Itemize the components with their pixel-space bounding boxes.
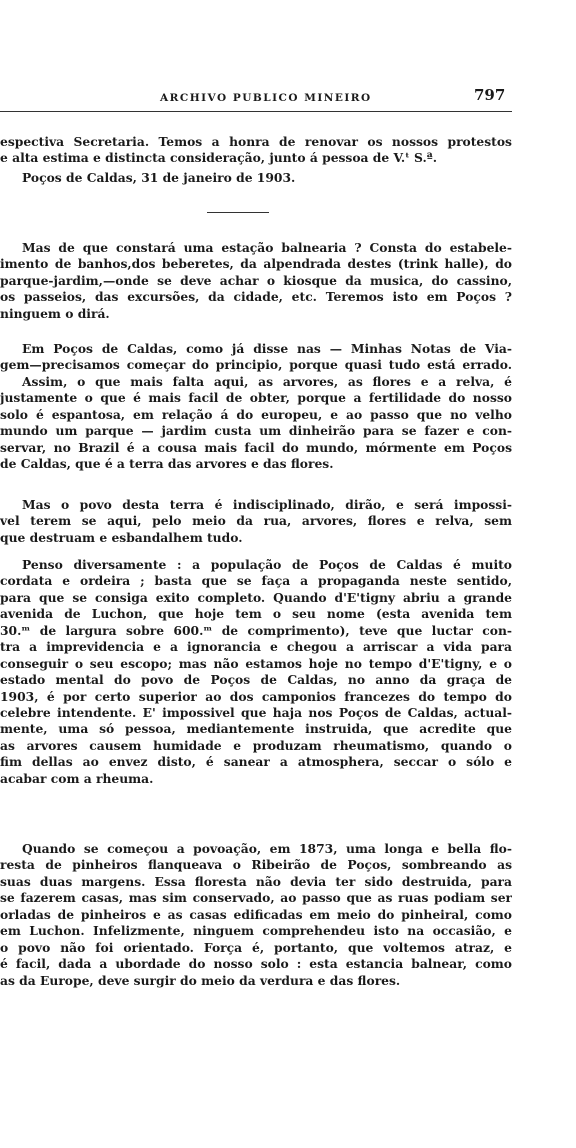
text-line: se fazerem casas, mas sim conservado, ao passo que as ruas podiam ser: [0, 890, 512, 906]
text-line: ninguem o dirá.: [0, 305, 110, 321]
text-line: Mas o povo desta terra é indisciplinado, dirão, e será impossi-: [22, 497, 512, 512]
text-line: de Caldas, que é a terra das arvores e das flores.: [0, 456, 334, 472]
text-line: Quando se começou a povoação, em 1873, uma longa e bella flo-: [22, 841, 512, 856]
section-separator: [207, 212, 269, 213]
text-line: parque-jardim,—onde se deve achar o kiosque da musica, do cassino,: [0, 272, 512, 288]
text-line: Em Poços de Caldas, como já disse nas — Minhas Notas de Via-: [22, 341, 512, 356]
text-line: servar, no Brazil é a cousa mais facil do mundo, mórmente em Poços: [0, 439, 512, 455]
text-line: o povo não foi orientado. Força é, portanto, que voltemos atraz, e: [0, 939, 512, 955]
text-line: 30.ᵐ de largura sobre 600.ᵐ de comprimento), teve que luctar con-: [0, 622, 512, 638]
paragraph-4: [0, 557, 512, 787]
text-line: avenida de Luchon, que hoje tem o seu nome (esta avenida tem: [0, 606, 512, 622]
text-line: orladas de pinheiros e as casas edificadas em meio do pinheiral, como: [0, 906, 512, 922]
text-line: cordata e ordeira ; basta que se faça a propaganda neste sentido,: [0, 573, 512, 589]
text-line: gem—precisamos começar do principio, porque quasi tudo está errado.: [0, 357, 512, 373]
text-line: as arvores causem humidade e produzam rheumatismo, quando o: [0, 737, 512, 753]
text-line: estado mental do povo de Poços de Caldas, no anno da graça de: [0, 672, 512, 688]
letter-ending: [0, 134, 512, 186]
text-line: espectiva Secretaria. Temos a honra de renovar os nossos protestos: [0, 134, 512, 149]
text-line: solo é espantosa, em relação á do europeu, e ao passo que no velho: [0, 406, 512, 422]
text-line: resta de pinheiros flanqueava o Ribeirão de Poços, sombreando as: [0, 857, 512, 873]
paragraph-1: [0, 240, 512, 322]
text-line: em Luchon. Infelizmente, ninguem comprehendeu isto na occasião, e: [0, 923, 512, 939]
text-line: celebre intendente. E' impossivel que haja nos Poços de Caldas, actual-: [0, 704, 512, 720]
page-number: 797: [474, 86, 506, 104]
dateline: Poços de Caldas, 31 de janeiro de 1903.: [22, 169, 296, 185]
text-line: Mas de que constará uma estação balnearia ? Consta do estabele-: [22, 240, 512, 255]
text-line: suas duas margens. Essa floresta não devia ter sido destruida, para: [0, 873, 512, 889]
text-line: tra a imprevidencia e a ignorancia e chegou a arriscar a vida para: [0, 639, 512, 655]
paragraph-2: [0, 341, 512, 473]
text-line: Penso diversamente : a população de Poços de Caldas é muito: [22, 557, 512, 572]
text-line: acabar com a rheuma.: [0, 770, 154, 786]
text-line: vel terem se aqui, pelo meio da rua, arvores, flores e relva, sem: [0, 513, 512, 529]
text-line: justamente o que é mais facil de obter, porque a fertilidade do nosso: [0, 390, 512, 406]
text-line: que destruam e esbandalhem tudo.: [0, 529, 243, 545]
paragraph-3: [0, 497, 512, 546]
text-line: mente, uma só pessoa, mediantemente instruida, que acredite que: [0, 721, 512, 737]
text-line: conseguir o seu escopo; mas não estamos hoje no tempo d'E'tigny, e o: [0, 655, 512, 671]
text-line: é facil, dada a ubordade do nosso solo : esta estancia balnear, como: [0, 956, 512, 972]
text-line: os passeios, das excursões, da cidade, etc. Teremos isto em Poços ?: [0, 289, 512, 305]
text-line: para que se consiga exito completo. Quando d'E'tigny abriu a grande: [0, 589, 512, 605]
text-line: as da Europe, deve surgir do meio da verdura e das flores.: [0, 972, 401, 988]
text-line: mundo um parque — jardim custa um dinheirão para se fazer e con-: [0, 423, 512, 439]
text-line: 1903, é por certo superior ao dos camponios francezes do tempo do: [0, 688, 512, 704]
text-line: fim dellas ao envez disto, é sanear a atmosphera, seccar o sólo e: [0, 754, 512, 770]
text-line: e alta estima e distincta consideração, junto á pessoa de V.ᵗ S.ª.: [0, 150, 438, 166]
paragraph-5: [0, 841, 512, 989]
text-line: Assim, o que mais falta aqui, as arvores, as flores e a relva, é: [22, 373, 512, 389]
running-title: ARCHIVO PUBLICO MINEIRO: [160, 92, 372, 104]
text-line: imento de banhos,dos beberetes, da alpendrada destes (trink halle), do: [0, 256, 512, 272]
page-header: [0, 86, 520, 110]
header-rule: [0, 111, 512, 112]
